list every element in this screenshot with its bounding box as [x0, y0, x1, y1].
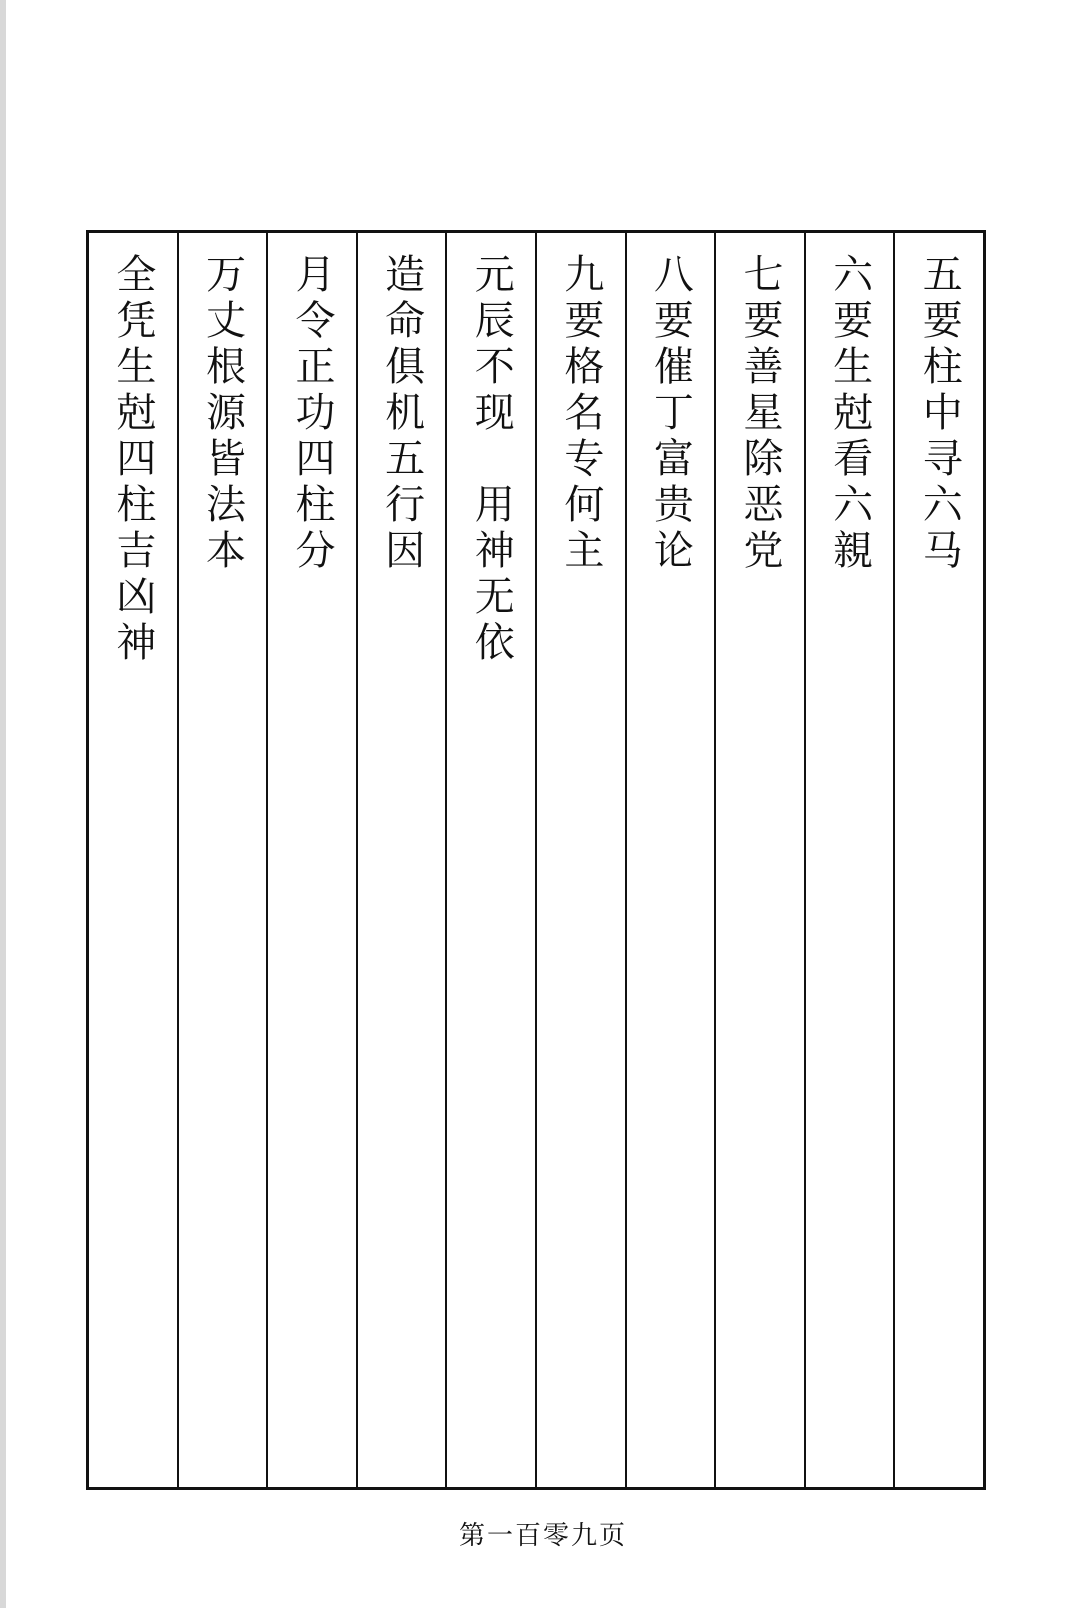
column-6	[445, 233, 535, 1487]
column-4	[625, 233, 715, 1487]
column-text: 月令正功四柱分	[289, 253, 336, 575]
ruled-frame	[86, 230, 986, 1490]
column-8	[266, 233, 356, 1487]
column-2	[804, 233, 894, 1487]
page	[6, 0, 1080, 1608]
column-1	[893, 233, 983, 1487]
column-text: 万丈根源皆法本	[199, 253, 246, 575]
column-text: 五要柱中寻六马	[916, 253, 963, 575]
column-text: 六要生尅看六親	[826, 253, 873, 575]
page-number: 第一百零九页	[458, 1521, 627, 1551]
column-text: 元辰不现 用神无依	[468, 253, 515, 667]
column-5	[535, 233, 625, 1487]
column-text: 八要催丁富贵论	[647, 253, 694, 575]
column-text: 造命俱机五行因	[378, 253, 425, 575]
column-text: 七要善星除恶党	[737, 253, 784, 575]
column-10	[89, 233, 177, 1487]
column-7	[356, 233, 446, 1487]
column-3	[714, 233, 804, 1487]
column-9	[177, 233, 267, 1487]
column-text: 九要格名专何主	[557, 253, 604, 575]
column-text: 全凭生尅四柱吉凶神	[109, 253, 156, 667]
